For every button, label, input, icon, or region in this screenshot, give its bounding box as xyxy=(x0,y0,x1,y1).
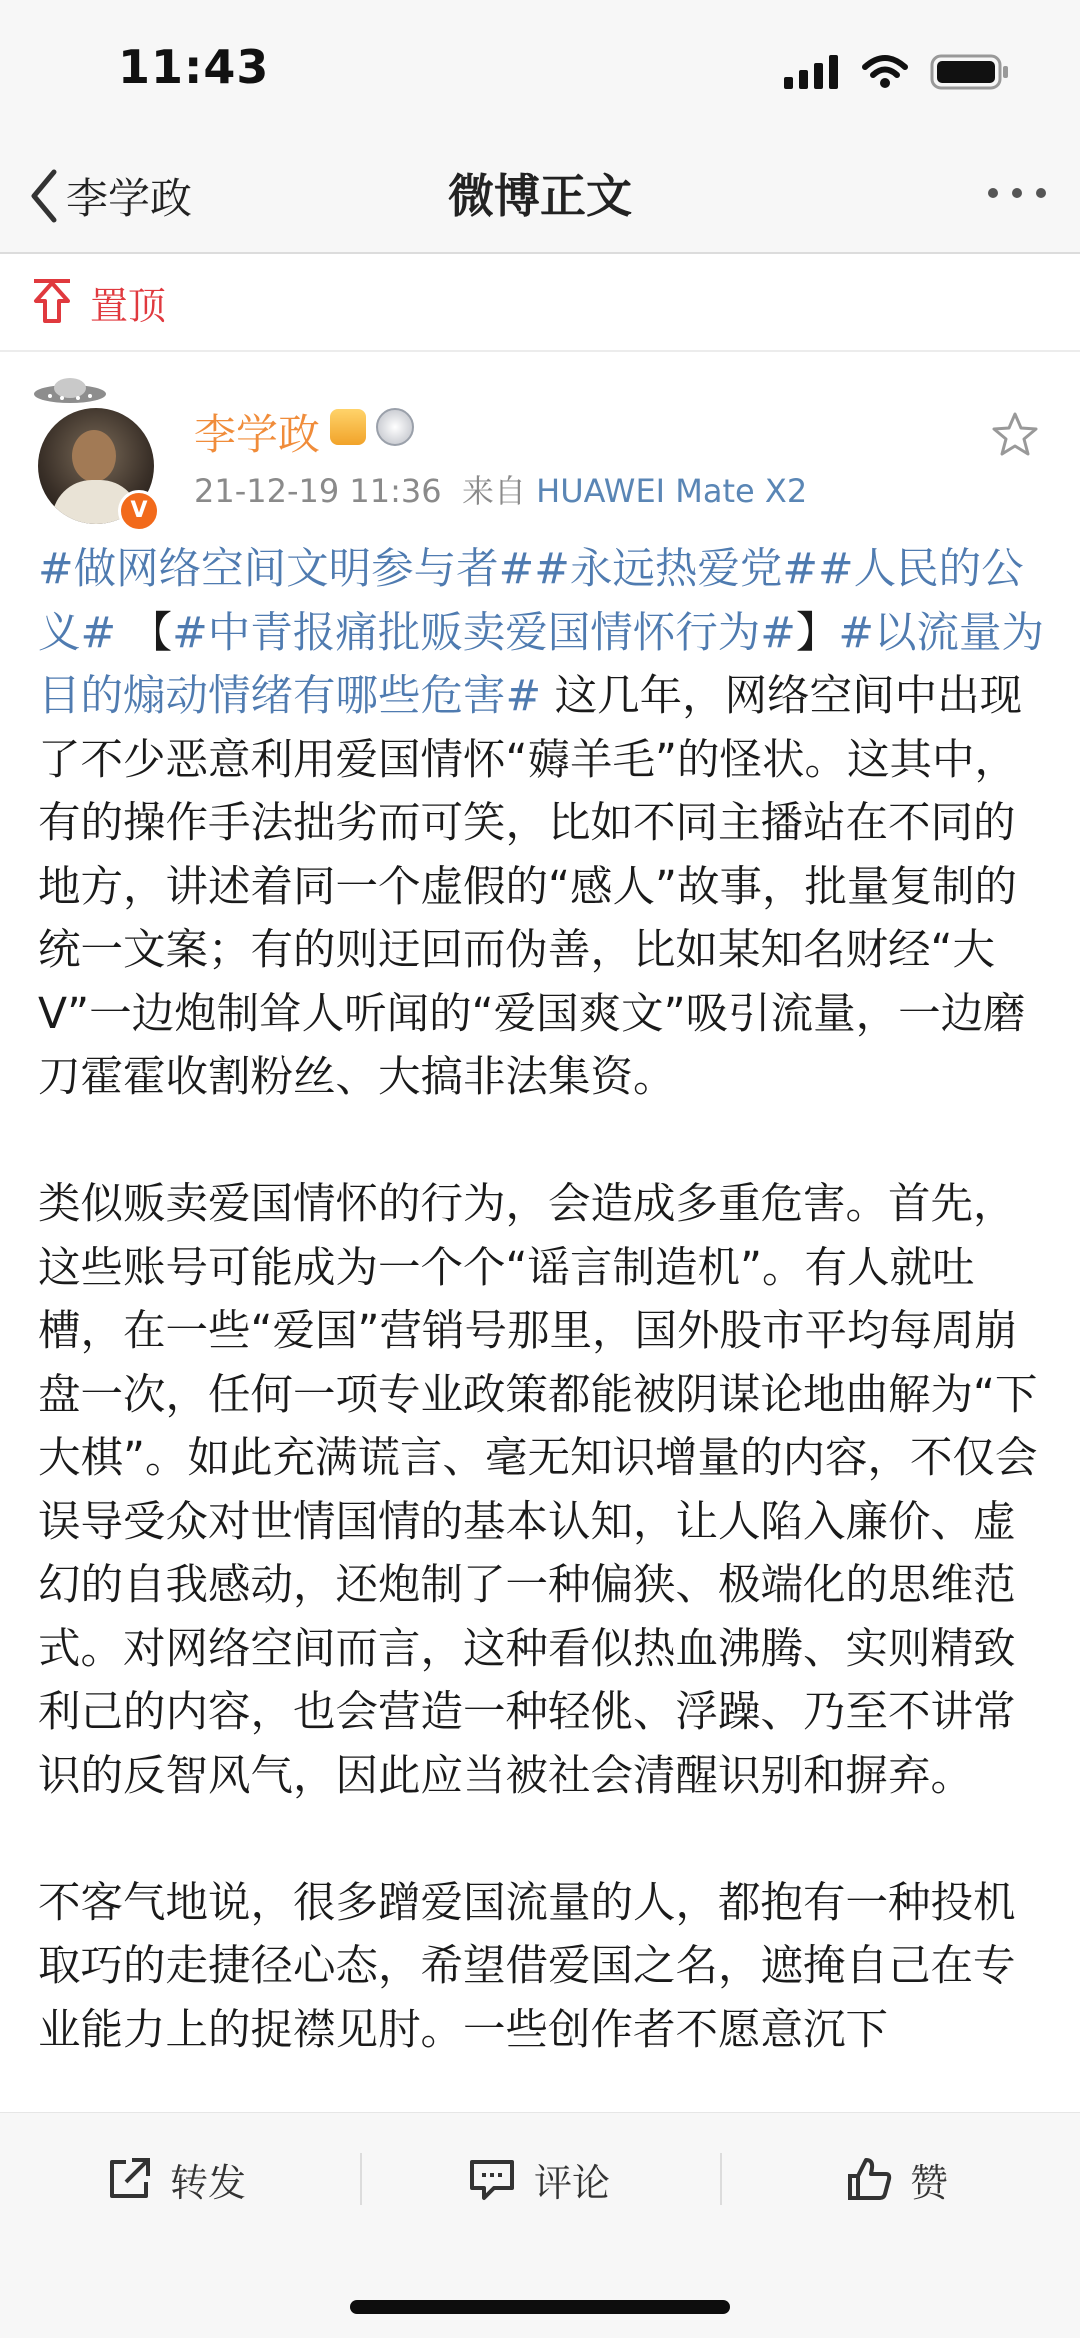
battery-icon xyxy=(930,54,1010,90)
comment-button[interactable] xyxy=(468,2147,610,2211)
more-icon[interactable] xyxy=(988,188,1046,198)
paragraph-1 xyxy=(38,538,1048,1110)
wifi-icon xyxy=(862,55,908,89)
medal-badge-icon xyxy=(376,408,414,446)
bracket-close: 】 xyxy=(795,608,839,658)
source-prefix: 来自 xyxy=(461,472,526,510)
divider xyxy=(360,2153,362,2205)
like-button[interactable] xyxy=(846,2147,948,2211)
pin-label: 置顶 xyxy=(90,283,167,328)
comment-icon xyxy=(468,2156,516,2202)
paragraph-2: 类似贩卖爱国情怀的行为，会造成多重危害。首先，这些账号可能成为一个个“谣言制造机”。有人就吐槽，在一些“爱国”营销号那里，国外股市平均每周崩盘一次，任何一项专业政策都能被阴谋论地曲解为“下大棋”。如此充满谎言、毫无知识增量的内容，不仅会误导受众对世情国情的基本认知，让人陷入廉价、虚幻的自我感动，还炮制了一种偏狭、极端化的思维范式。对网络空间而言，这种看似热血沸腾、实则精致利己的内容，也会营造一种轻佻、浮躁、乃至不讲常识的反智风气，因此应当被社会清醒识别和摒弃。 xyxy=(38,1180,1038,1801)
repost-icon xyxy=(106,2156,152,2202)
nav-bar xyxy=(0,140,1080,254)
topic-link[interactable]: #中青报痛批贩卖爱国情怀行为# xyxy=(172,608,796,658)
divider xyxy=(720,2153,722,2205)
pin-top-icon xyxy=(32,279,72,325)
post-body xyxy=(38,538,1048,2108)
like-label: 赞 xyxy=(910,2160,949,2205)
topic-link[interactable]: #永远热爱党# xyxy=(534,545,818,594)
avatar[interactable] xyxy=(30,370,160,530)
status-time: 11:43 xyxy=(118,40,270,94)
bracket-open: 【 xyxy=(129,608,173,658)
crown-badge-icon xyxy=(330,409,366,445)
paragraph-3: 不客气地说，很多蹭爱国流量的人，都抱有一种投机取巧的走捷径心态，希望借爱国之名，遮掩自己在专业能力上的捉襟见肘。一些创作者不愿意沉下 xyxy=(38,1878,1016,2055)
ufo-decoration-icon xyxy=(30,370,110,410)
repost-label: 转发 xyxy=(170,2160,247,2205)
page-title: 微博正文 xyxy=(448,169,632,223)
topic-link[interactable]: #做网络空间文明参与者# xyxy=(38,545,535,594)
status-icons xyxy=(784,52,1010,92)
topic-link[interactable]: #以流量为目的煽动情绪有哪些危害# xyxy=(38,608,1045,721)
status-bar xyxy=(0,0,1080,140)
like-icon xyxy=(846,2156,892,2202)
pin-row xyxy=(0,254,1080,352)
home-indicator[interactable] xyxy=(350,2300,730,2314)
author-name[interactable]: 李学政 xyxy=(194,410,321,459)
star-icon[interactable] xyxy=(990,410,1040,460)
post-meta xyxy=(194,466,807,512)
repost-button[interactable] xyxy=(106,2147,246,2211)
post-timestamp: 21-12-19 11:36 xyxy=(194,472,442,510)
source-device[interactable]: HUAWEI Mate X2 xyxy=(536,472,808,510)
paragraph-1-text: 这几年，网络空间中出现了不少恶意利用爱国情怀“薅羊毛”的怪状。这其中，有的操作手法拙劣而可笑，比如不同主播站在不同的地方，讲述着同一个虚假的“感人”故事，批量复制的统一文案；有的则迂回而伪善，比如某知名财经“大V”一边炮制耸人听闻的“爱国爽文”吸引流量，一边磨刀霍霍收割粉丝、大搞非法集资。 xyxy=(38,672,1026,1102)
back-label: 李学政 xyxy=(66,174,193,223)
user-badges xyxy=(330,408,414,446)
comment-label: 评论 xyxy=(534,2160,611,2205)
post-header xyxy=(0,352,1080,523)
verified-badge-icon: V xyxy=(118,490,160,532)
topic-link[interactable]: #人民的公义# xyxy=(38,545,1024,658)
cellular-signal-icon xyxy=(784,55,840,89)
